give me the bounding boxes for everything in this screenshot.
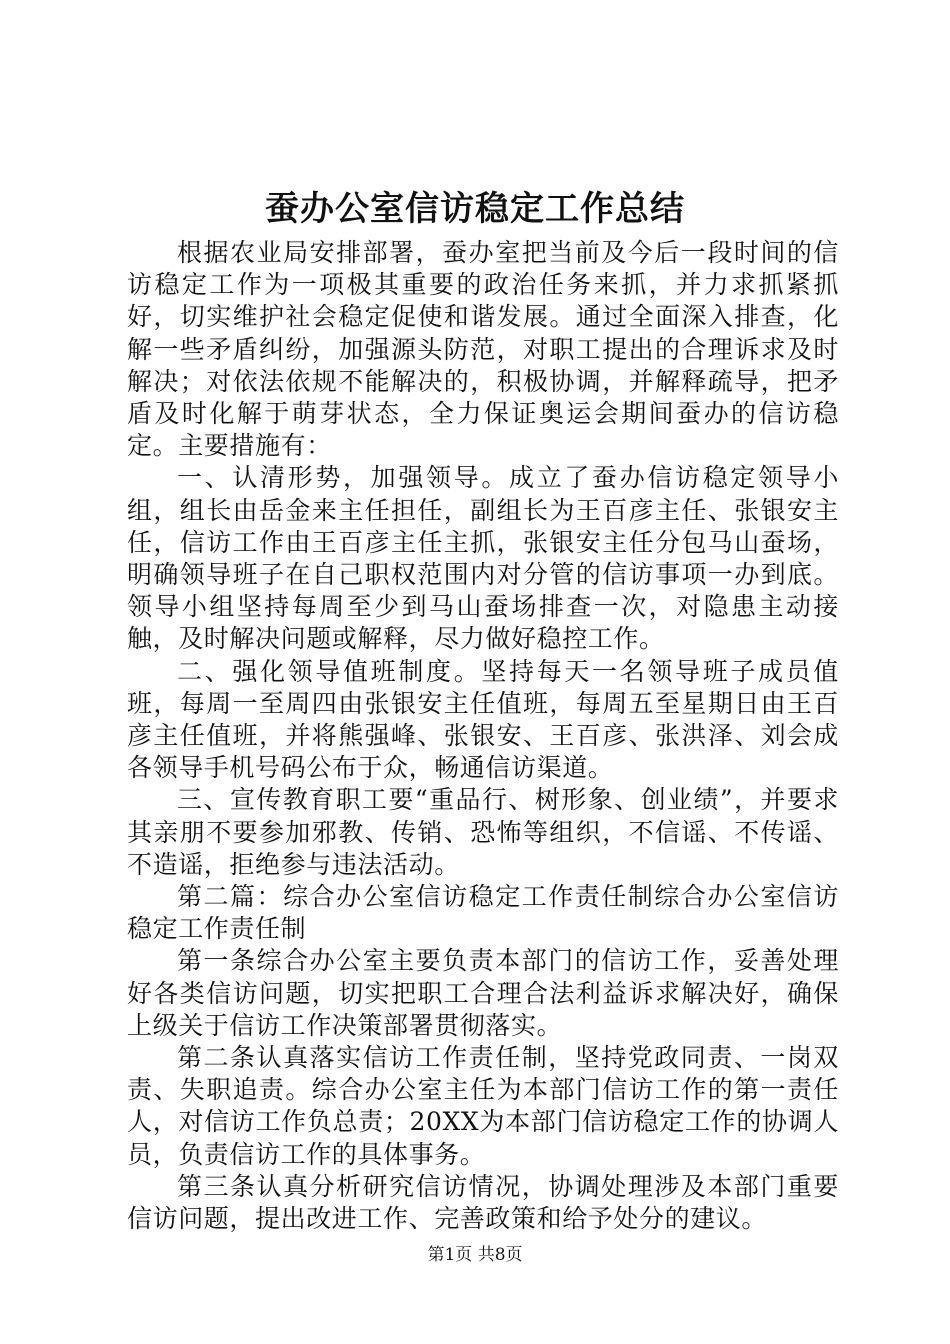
paragraph-article-1: 第一条综合办公室主要负责本部门的信访工作，妥善处理好各类信访问题，切实把职工合理合法利益诉求解决好，确保上级关于信访工作决策部署贯彻落实。 <box>127 946 839 1040</box>
page-number-footer: 第1页 共8页 <box>427 1245 523 1265</box>
paragraph-intro: 根据农业局安排部署，蚕办室把当前及今后一段时间的信访稳定工作为一项极其重要的政治任务来抓，并力求抓紧抓好，切实维护社会稳定促使和谐发展。通过全面深入排查，化解一些矛盾纠纷，加强源头防范，对职工提出的合理诉求及时解决；对依法依规不能解决的，积极协调，并解释疏导，把矛盾及时化解于萌芽状态，全力保证奥运会期间蚕办的信访稳定。主要措施有： <box>127 238 839 461</box>
paragraph-measure-3: 三、宣传教育职工要“重品行、树形象、创业绩”，并要求其亲朋不要参加邪教、传销、恐怖等组织，不信谣、不传谣、不造谣，拒绝参与违法活动。 <box>127 785 839 879</box>
paragraph-article-2: 第二条认真落实信访工作责任制，坚持党政同责、一岗双责、失职追责。综合办公室主任为本部门信访工作的第一责任人，对信访工作负总责；20XX为本部门信访稳定工作的协调人员，负责信访工作的具体事务。 <box>127 1043 839 1169</box>
paragraph-measure-2: 二、强化领导值班制度。坚持每天一名领导班子成员值班，每周一至周四由张银安主任值班，每周五至星期日由王百彦主任值班，并将熊强峰、张银安、王百彦、张洪泽、刘会成各领导手机号码公布于众，畅通信访渠道。 <box>127 656 839 783</box>
paragraph-article-3: 第三条认真分析研究信访情况，协调处理涉及本部门重要信访问题，提出改进工作、完善政策和给予处分的建议。 <box>127 1171 839 1234</box>
document-title: 蚕办公室信访稳定工作总结 <box>265 189 685 229</box>
paragraph-section-2-heading: 第二篇：综合办公室信访稳定工作责任制综合办公室信访稳定工作责任制 <box>127 882 839 944</box>
document-body <box>127 237 839 1235</box>
paragraph-measure-1: 一、认清形势，加强领导。成立了蚕办信访稳定领导小组，组长由岳金来主任担任，副组长为王百彦主任、张银安主任，信访工作由王百彦主任主抓，张银安主任分包马山蚕场，明确领导班子在自己职权范围内对分管的信访事项一办到底。领导小组坚持每周至少到马山蚕场排查一次，对隐患主动接触，及时解决问题或解释，尽力做好稳控工作。 <box>127 463 839 654</box>
